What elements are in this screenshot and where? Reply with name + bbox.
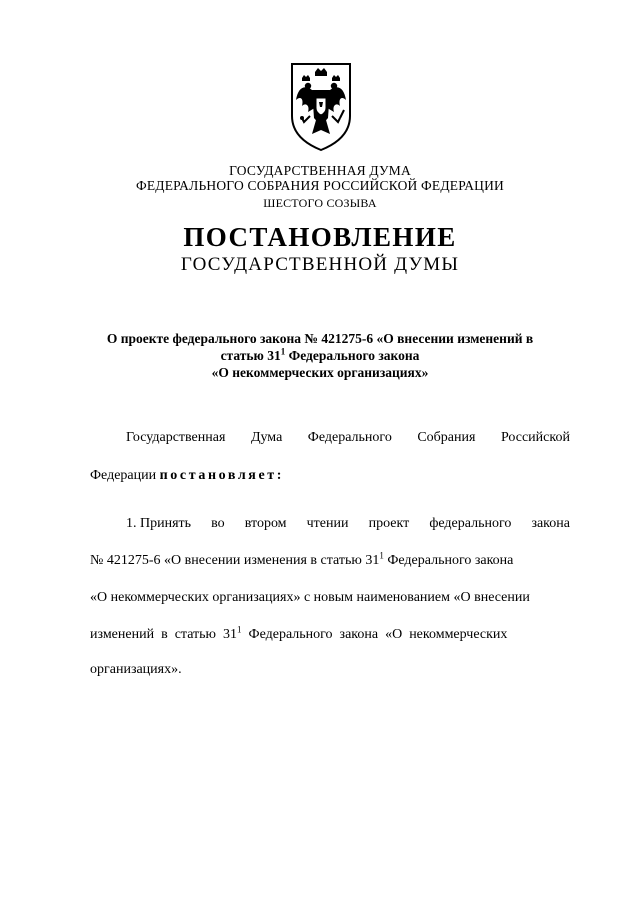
item1-line4-superscript: 1 [237,624,242,635]
subject-line2-text-a: статью 31 [220,348,281,363]
preamble-line2 [90,468,284,484]
item1-line2-text-a: № 421275-6 «О внесении изменения в статью 31 [90,553,380,568]
item1-word: втором [244,516,287,531]
subject-line3: «О некоммерческих организациях» [211,365,429,380]
preamble-line1 [126,430,570,446]
item1-word: закона [531,516,570,531]
item-1-paragraph [90,516,570,686]
org-name-line1: ГОСУДАРСТВЕННАЯ ДУМА [229,163,411,178]
preamble-word: Собрания [417,430,476,445]
item1-word: 1. Принять [126,516,192,531]
item1-line5: организациях». [90,662,182,677]
item1-word: федерального [429,516,512,531]
preamble-paragraph [90,430,570,490]
preamble-word: Российской [500,430,570,445]
preamble-word: Федерального [307,430,392,445]
item1-line4 [90,624,508,643]
convocation-line: ШЕСТОГО СОЗЫВА [263,196,377,210]
subject-line1: О проекте федерального закона № 421275-6 «О внесении изменений в [106,331,534,346]
preamble-word: Дума [250,430,283,445]
item1-word: чтении [306,516,349,531]
item1-word: во [211,516,225,531]
resolution-verb: постановляет: [159,468,285,483]
item1-line2-text-b: Федерального закона [383,553,514,568]
item1-word: проект [368,516,410,531]
document-issuer-subtitle: ГОСУДАРСТВЕННОЙ ДУМЫ [180,254,460,275]
subject-line2 [80,347,560,364]
item1-line2 [90,550,514,569]
item1-line4-text-b: Федерального закона «О некоммерческих [241,627,508,642]
document-type-title: ПОСТАНОВЛЕНИЕ [183,222,457,252]
item1-line3: «О некоммерческих организациях» с новым наименованием «О внесении [90,590,530,605]
preamble-line2-text: Федерации [90,468,160,483]
document-subject [80,330,560,381]
item1-line2-superscript: 1 [379,550,384,561]
subject-line2-superscript: 1 [280,346,286,357]
coat-of-arms-emblem [288,60,354,152]
item1-line4-text-a: изменений в статью 31 [90,627,238,642]
item1-line1 [126,516,570,532]
subject-line2-text-b: Федерального закона [285,348,420,363]
preamble-word: Государственная [126,430,226,445]
org-name-line2: ФЕДЕРАЛЬНОГО СОБРАНИЯ РОССИЙСКОЙ ФЕДЕРАЦИИ [136,178,504,193]
